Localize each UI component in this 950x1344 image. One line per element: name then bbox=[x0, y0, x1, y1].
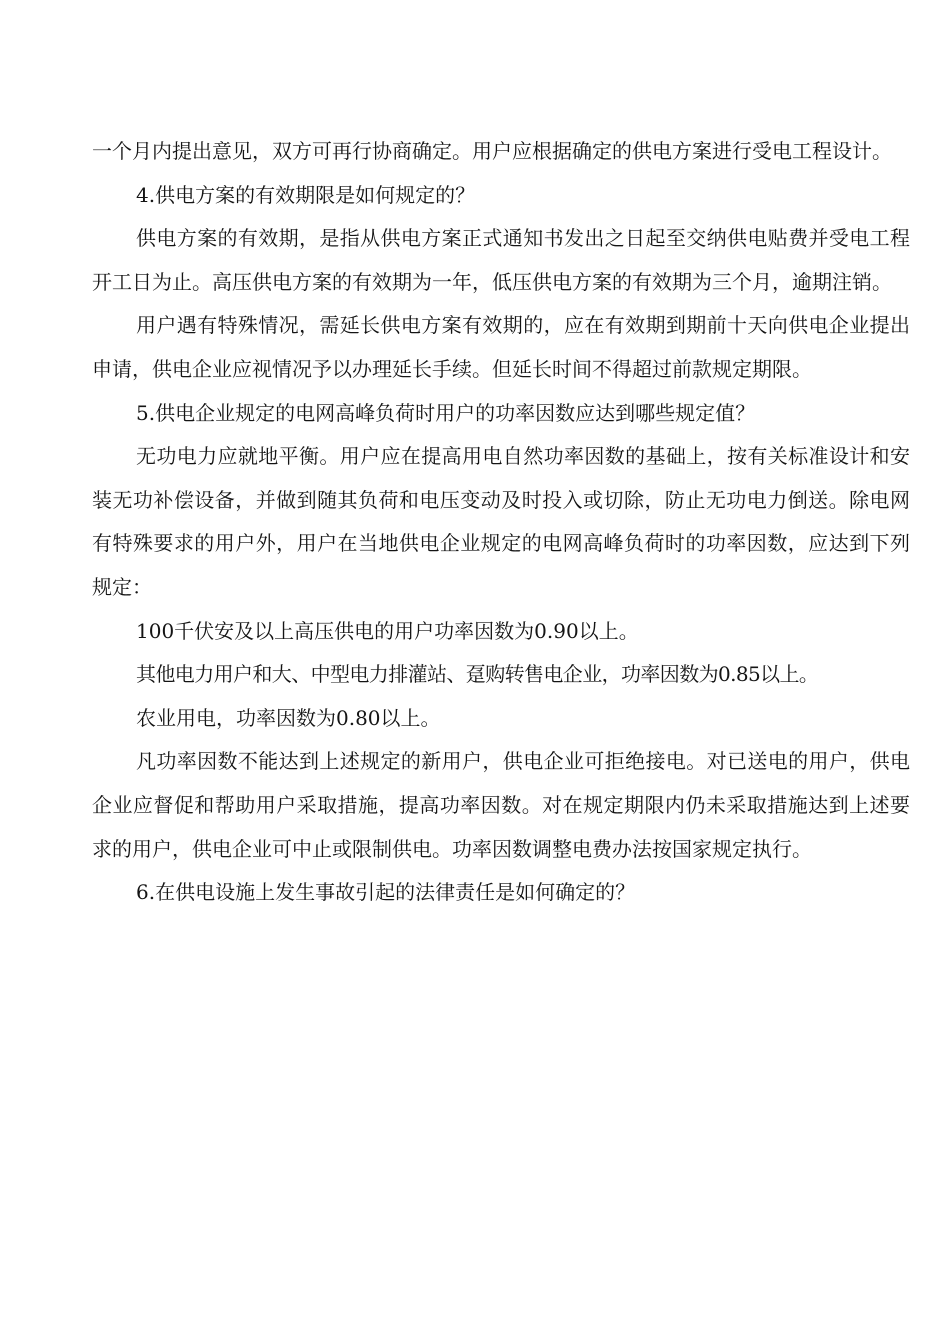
question-5-heading: 5.供电企业规定的电网高峰负荷时用户的功率因数应达到哪些规定值？ bbox=[136, 400, 756, 425]
paragraph-continuation: 一个月内提出意见，双方可再行协商确定。用户应根据确定的供电方案进行受电工程设计。 bbox=[92, 139, 892, 163]
answer-5-rule-agriculture: 农业用电，功率因数为0.80以上。 bbox=[136, 705, 441, 730]
answer-4-paragraph-2: 用户遇有特殊情况，需延长供电方案有效期的，应在有效期到期前十天向供电企业提出申请，供电企业应视情况予以办理延长手续。但延长时间不得超过前款规定期限。 bbox=[92, 313, 910, 381]
answer-5-paragraph-1: 无功电力应就地平衡。用户应在提高用电自然功率因数的基础上，按有关标准设计和安装无功补偿设备，并做到随其负荷和电压变动及时投入或切除，防止无功电力倒送。除电网有特殊要求的用户外，用户在当地供电企业规定的电网高峰负荷时的功率因数，应达到下列规定： bbox=[92, 444, 910, 599]
answer-5-paragraph-final: 凡功率因数不能达到上述规定的新用户，供电企业可拒绝接电。对已送电的用户，供电企业应督促和帮助用户采取措施，提高功率因数。对在规定期限内仍未采取措施达到上述要求的用户，供电企业可中止或限制供电。功率因数调整电费办法按国家规定执行。 bbox=[92, 749, 910, 861]
answer-5-rule-other-users: 其他电力用户和大、中型电力排灌站、趸购转售电企业，功率因数为0.85以上。 bbox=[136, 662, 819, 687]
answer-4-paragraph-1: 供电方案的有效期，是指从供电方案正式通知书发出之日起至交纳供电贴费并受电工程开工日为止。高压供电方案的有效期为一年，低压供电方案的有效期为三个月，逾期注销。 bbox=[92, 226, 910, 294]
document-page bbox=[92, 130, 910, 915]
answer-5-rule-high-voltage: 100千伏安及以上高压供电的用户功率因数为0.90以上。 bbox=[136, 618, 639, 643]
question-4-heading: 4.供电方案的有效期限是如何规定的？ bbox=[136, 182, 476, 207]
question-6-heading: 6.在供电设施上发生事故引起的法律责任是如何确定的？ bbox=[136, 880, 636, 905]
